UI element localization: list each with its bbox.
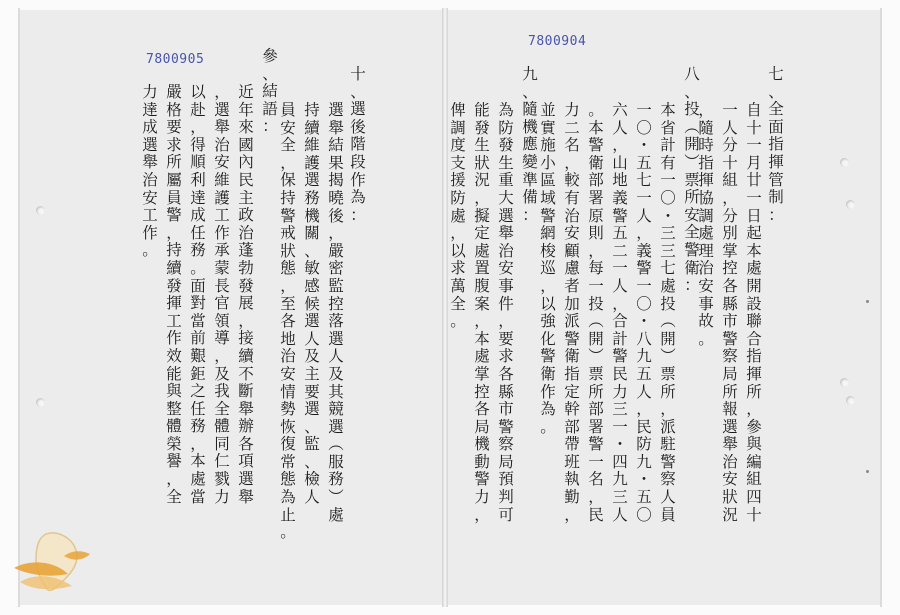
text-column: ， 隨 時 指 揮 協 調 處 理 治 安 事 故 。 xyxy=(698,101,714,348)
page-edge xyxy=(18,8,20,607)
text-column: 嚴 格 要 求 所 屬 員 警 ， 持 續 發 揮 工 作 效 能 與 整 體 榮 譽 ， 全 xyxy=(166,83,182,506)
text-column: 本 省 計 有 一 〇 ・ 三 三 七 處 投 ︵ 開 ︶ 票 所 ， 派 駐 警 察 人 員 xyxy=(660,101,676,524)
text-column: 自 十 一 月 廿 一 日 起 本 處 開 設 聯 合 指 揮 所 ， 參 與 編 組 四 十 xyxy=(746,101,762,524)
text-column: 參 、 結 語 ： xyxy=(262,47,278,136)
text-column: 。 本 警 衛 部 署 原 則 ， 每 一 投 ︵ 開 ︶ 票 所 部 署 警 一 名 ， 民 xyxy=(588,101,604,524)
text-column: 員 安 全 ， 保 持 警 戒 狀 態 ， 至 各 地 治 安 情 勢 恢 復 常 態 為 止 。 xyxy=(280,101,296,542)
scan-speck xyxy=(866,300,869,303)
punch-hole xyxy=(36,206,45,215)
page-number-stamp-right: 7800904 xyxy=(528,34,587,49)
text-column: 八 、 投 ︵ 開 ︶ 票 所 安 全 警 衛 ： xyxy=(684,65,700,295)
punch-hole xyxy=(846,200,855,209)
punch-hole xyxy=(840,378,849,387)
text-column: 一 人 分 十 組 ， 分 別 掌 控 各 縣 市 警 察 局 所 報 選 舉 治 安 狀 況 xyxy=(722,101,738,524)
punch-hole xyxy=(840,158,849,167)
text-column: 持 續 維 護 選 務 機 關 、 敏 感 候 選 人 及 主 要 選 、 監 、 檢 人 xyxy=(304,101,320,507)
punch-hole xyxy=(846,396,855,405)
book-gutter xyxy=(442,8,448,607)
text-column: 能 發 生 狀 況 ， 擬 定 處 置 腹 案 ， 本 處 掌 控 各 局 機 動 警 力 ， xyxy=(474,101,490,524)
text-column: ， 選 舉 治 安 維 護 工 作 承 蒙 長 官 領 導 ， 及 我 全 體 同 仁 戮 力 xyxy=(214,83,230,506)
text-column: 俾 調 度 支 援 防 處 ， 以 求 萬 全 。 xyxy=(450,101,466,331)
page-number-stamp-left: 7800905 xyxy=(146,52,205,67)
text-column: 六 人 ， 山 地 義 警 五 二 一 人 ， 合 計 警 民 力 三 一 ・ 四 九 三 人 xyxy=(612,101,628,524)
text-column: 十 、 選 後 階 段 作 為 ： xyxy=(350,65,366,224)
text-column: 力 達 成 選 舉 治 安 工 作 。 xyxy=(142,83,158,260)
text-column: 九 、 隨 機 應 變 準 備 ： xyxy=(522,65,538,224)
text-column: 近 年 來 國 內 民 主 政 治 蓬 勃 發 展 ， 接 續 不 斷 舉 辦 各 項 選 舉 xyxy=(238,83,254,506)
text-column: 一 〇 ・ 五 七 一 人 ， 義 警 一 〇 ・ 八 九 五 人 ， 民 防 九 ・ 五 〇 xyxy=(636,101,652,524)
archive-logo-watermark xyxy=(6,528,102,600)
page-edge xyxy=(880,8,882,607)
text-column: 以 赴 ， 得 順 利 達 成 任 務 。 面 對 當 前 艱 鉅 之 任 務 ， 本 處 當 xyxy=(190,83,206,506)
text-column: 為 防 發 生 重 大 選 舉 治 安 事 件 ， 要 求 各 縣 市 警 察 局 預 判 可 xyxy=(498,101,514,524)
text-column: 力 二 名 ， 較 有 治 安 顧 慮 者 加 派 警 衛 指 定 幹 部 帶 班 執 勤 ， xyxy=(564,101,580,524)
punch-hole xyxy=(36,398,45,407)
text-column: 選 舉 結 果 揭 曉 後 ， 嚴 密 監 控 落 選 人 及 其 競 選 ︵ 服 務 ︶ 處 xyxy=(328,101,344,524)
text-column: 並 實 施 小 區 域 警 網 梭 巡 ， 以 強 化 警 衛 作 為 。 xyxy=(540,101,556,436)
scan-speck xyxy=(866,470,869,473)
text-column: 七 、 全 面 指 揮 管 制 ： xyxy=(768,65,784,224)
